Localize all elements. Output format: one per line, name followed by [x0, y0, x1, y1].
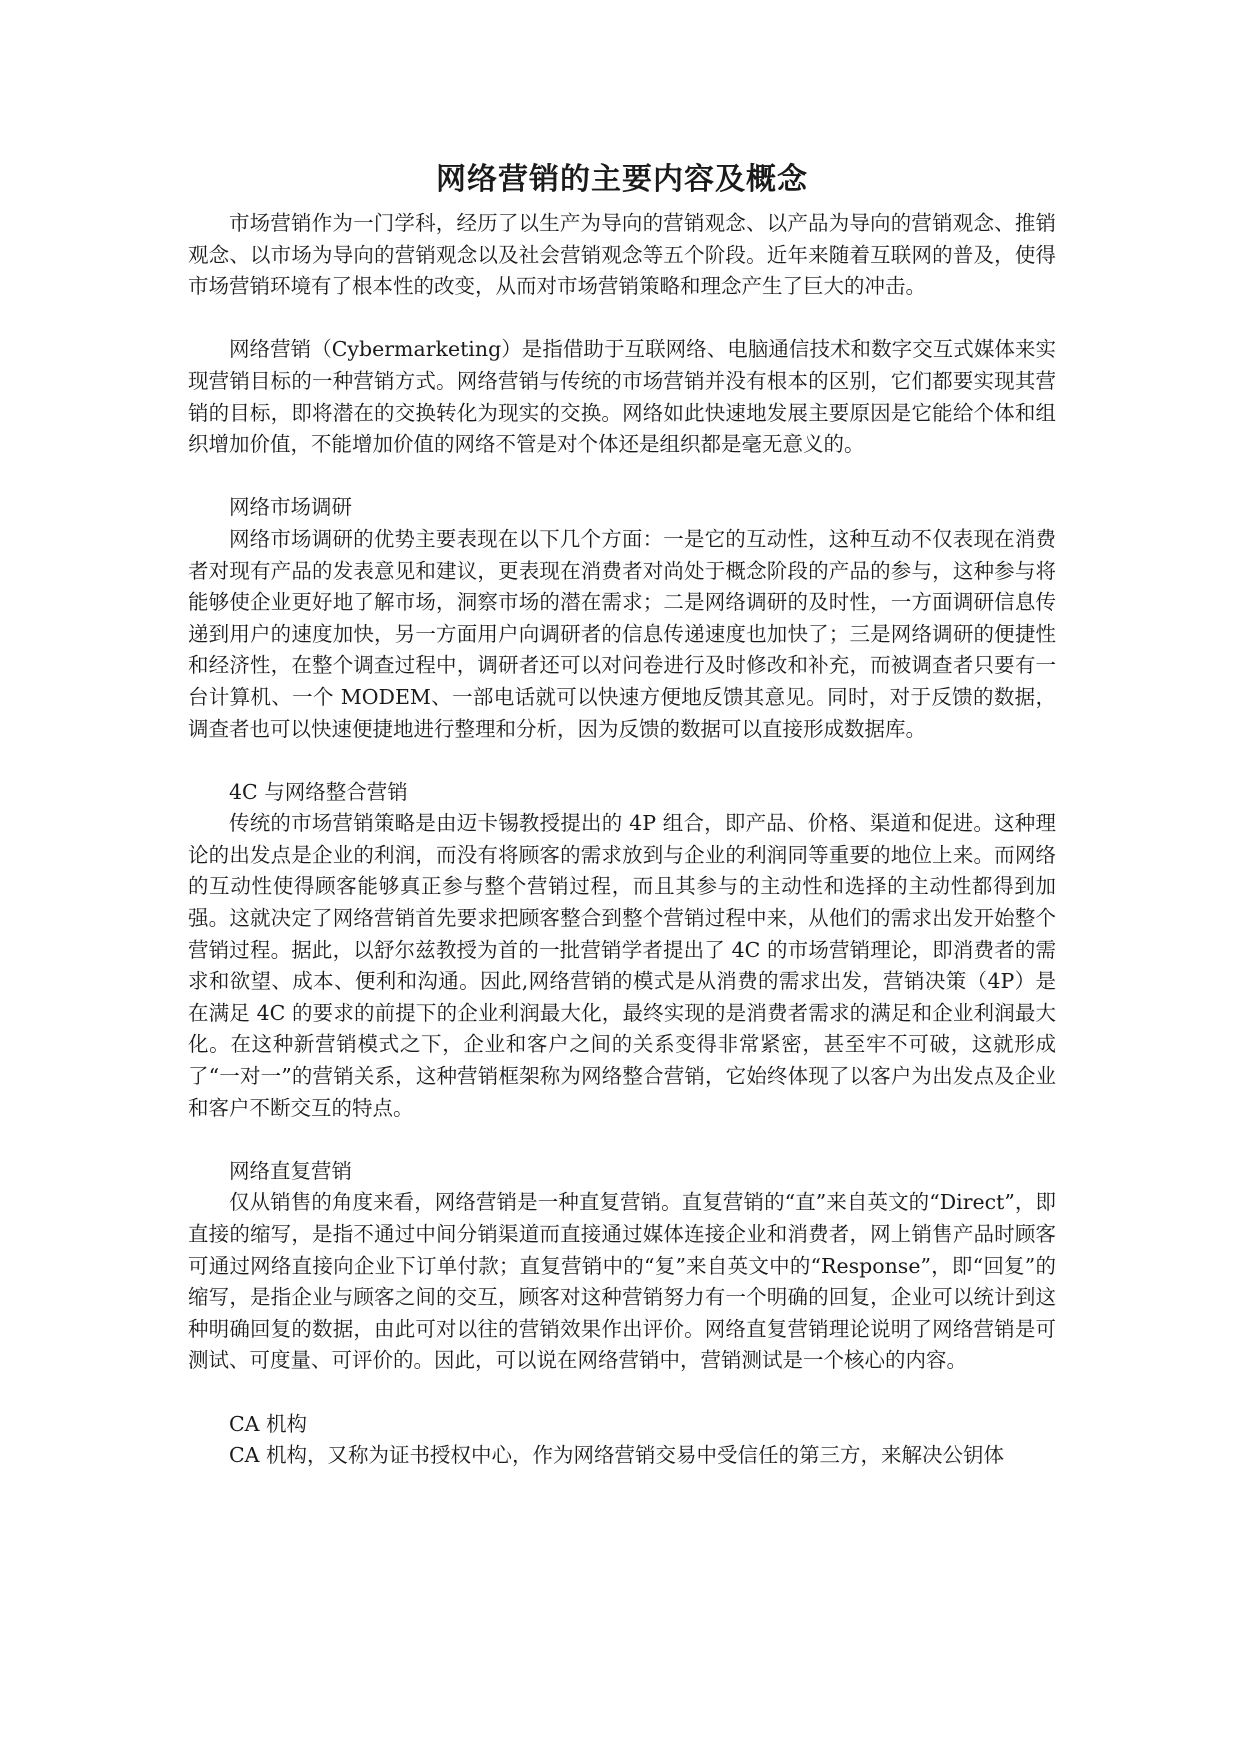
- section-body-direct-marketing: 仅从销售的角度来看，网络营销是一种直复营销。直复营销的“直”来自英文的“Direct”，即直接的缩写，是指不通过中间分销渠道而直接通过媒体连接企业和消费者，网上销售产品时顾客可通过网络直接向企业下订单付款；直复营销中的“复”来自英文中的“Response”，即“回复”的缩写，是指企业与顾客之间的交互，顾客对这种营销努力有一个明确的回复，企业可以统计到这种明确回复的数据，由此可对以往的营销效果作出评价。网络直复营销理论说明了网络营销是可测试、可度量、可评价的。因此，可以说在网络营销中，营销测试是一个核心的内容。: [188, 1190, 1056, 1373]
- section-body-market-research: 网络市场调研的优势主要表现在以下几个方面：一是它的互动性，这种互动不仅表现在消费者对现有产品的发表意见和建议，更表现在消费者对尚处于概念阶段的产品的参与，这种参与将能够使企业更好地了解市场，洞察市场的潜在需求；二是网络调研的及时性，一方面调研信息传递到用户的速度加快，另一方面用户向调研者的信息传递速度也加快了；三是网络调研的便捷性和经济性，在整个调查过程中，调研者还可以对问卷进行及时修改和补充，而被调查者只要有一台计算机、一个 MODEM、一部电话就可以快速方便地反馈其意见。同时，对于反馈的数据，调查者也可以快速便捷地进行整理和分析，因为反馈的数据可以直接形成数据库。: [188, 526, 1056, 741]
- section-heading-ca: CA 机构: [229, 1411, 308, 1436]
- section-heading-market-research: 网络市场调研: [229, 495, 352, 520]
- section-heading-direct-marketing: 网络直复营销: [229, 1158, 352, 1183]
- document-title: 网络营销的主要内容及概念: [436, 162, 808, 197]
- section-body-4c: 传统的市场营销策略是由迈卡锡教授提出的 4P 组合，即产品、价格、渠道和促进。这种理论的出发点是企业的利润，而没有将顾客的需求放到与企业的利润同等重要的地位上来。而网络的互动性使得顾客能够真正参与整个营销过程，而且其参与的主动性和选择的主动性都得到加强。这就决定了网络营销首先要求把顾客整合到整个营销过程中来，从他们的需求出发开始整个营销过程。据此，以舒尔兹教授为首的一批营销学者提出了 4C 的市场营销理论，即消费者的需求和欲望、成本、便利和沟通。因此,网络营销的模式是从消费的需求出发，营销决策（4P）是在满足 4C 的要求的前提下的企业利润最大化，最终实现的是消费者需求的满足和企业利润最大化。在这种新营销模式之下，企业和客户之间的关系变得非常紧密，甚至牢不可破，这就形成了“一对一”的营销关系，这种营销框架称为网络整合营销，它始终体现了以客户为出发点及企业和客户不断交互的特点。: [188, 811, 1056, 1120]
- document-page: [188, 160, 1056, 1472]
- section-heading-4c: 4C 与网络整合营销: [229, 779, 408, 804]
- section-body-ca: CA 机构，又称为证书授权中心，作为网络营销交易中受信任的第三方，来解决公钥体: [229, 1443, 1005, 1468]
- intro-paragraph: 市场营销作为一门学科，经历了以生产为导向的营销观念、以产品为导向的营销观念、推销观念、以市场为导向的营销观念以及社会营销观念等五个阶段。近年来随着互联网的普及，使得市场营销环境有了根本性的改变，从而对市场营销策略和理念产生了巨大的冲击。: [188, 211, 1056, 299]
- definition-paragraph: 网络营销（Cybermarketing）是指借助于互联网络、电脑通信技术和数字交互式媒体来实现营销目标的一种营销方式。网络营销与传统的市场营销并没有根本的区别，它们都要实现其营销的目标，即将潜在的交换转化为现实的交换。网络如此快速地发展主要原因是它能给个体和组织增加价值，不能增加价值的网络不管是对个体还是组织都是毫无意义的。: [188, 337, 1056, 457]
